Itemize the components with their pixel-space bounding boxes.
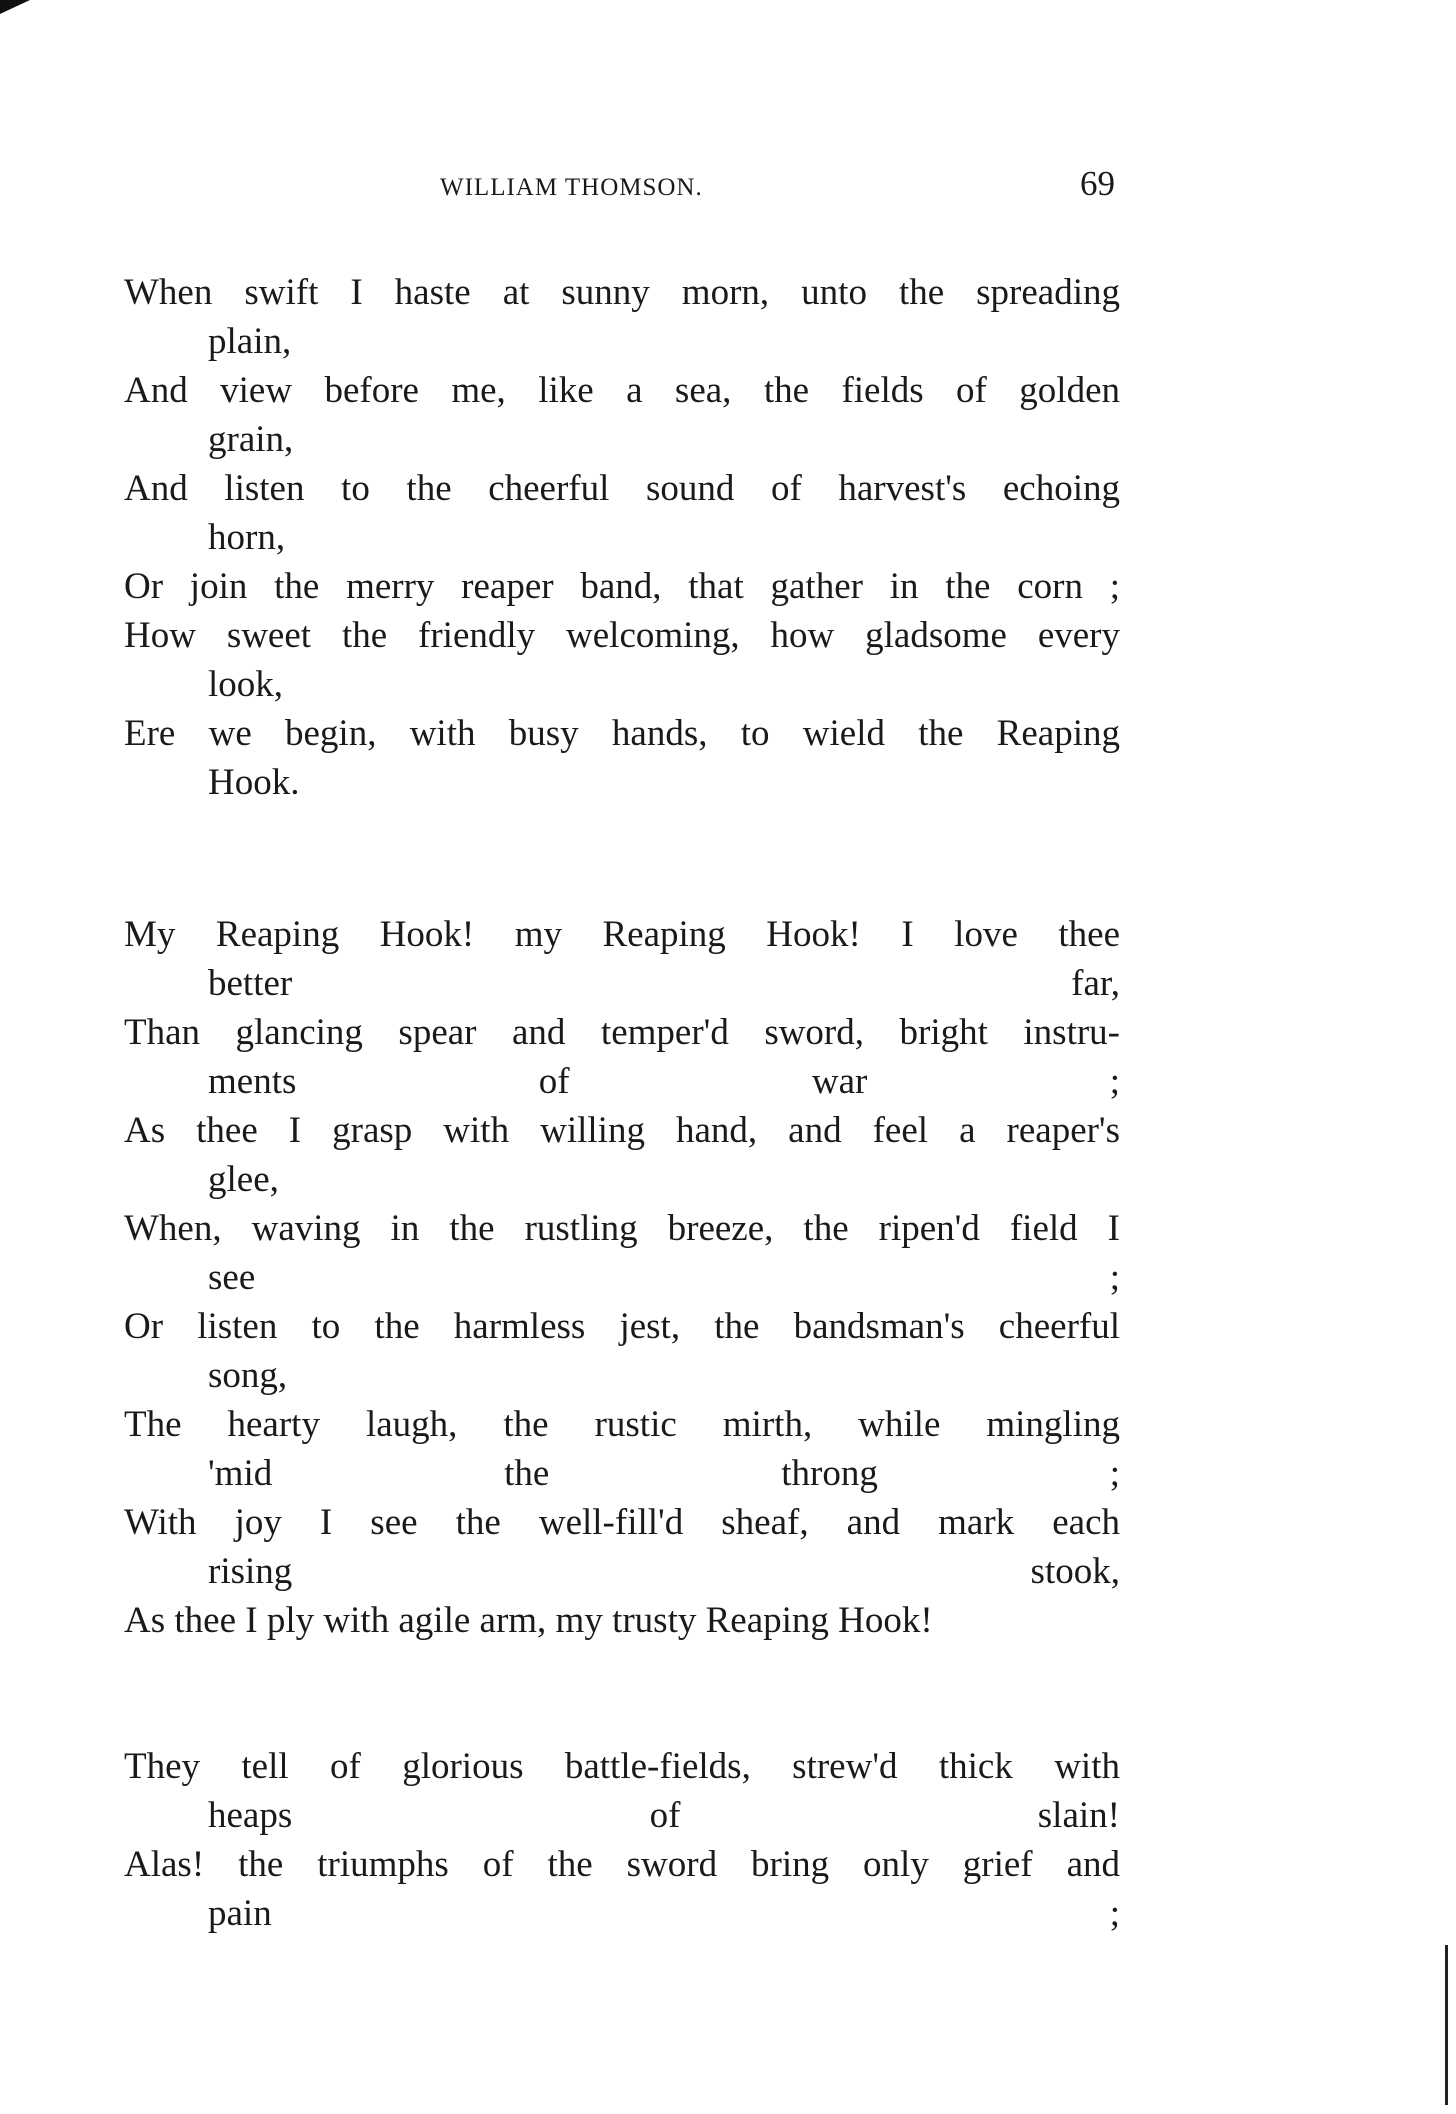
verse-line: As thee I ply with agile arm, my trusty Reaping Hook!	[124, 1600, 933, 1641]
verse-line: As thee I grasp with willing hand, and feel a reaper's	[124, 1110, 1120, 1151]
running-head: WILLIAM THOMSON.	[440, 174, 703, 201]
verse-continuation: rising stook,	[208, 1551, 1120, 1592]
verse-continuation: pain ;	[208, 1893, 1120, 1934]
verse-continuation: ments of war ;	[208, 1061, 1120, 1102]
stanza-2	[124, 910, 1120, 1645]
stanza-3	[124, 1742, 1120, 1938]
verse-line: And view before me, like a sea, the fields of golden	[124, 370, 1120, 411]
verse-line: They tell of glorious battle-fields, strew'd thick with	[124, 1746, 1120, 1787]
verse-line: Ere we begin, with busy hands, to wield the Reaping	[124, 713, 1120, 754]
verse-continuation: look,	[208, 664, 284, 705]
verse-continuation: better far,	[208, 963, 1120, 1004]
verse-line: My Reaping Hook! my Reaping Hook! I love thee	[124, 914, 1120, 955]
verse-continuation: see ;	[208, 1257, 1120, 1298]
verse-continuation: Hook.	[208, 762, 300, 803]
verse-line: With joy I see the well-fill'd sheaf, and mark each	[124, 1502, 1120, 1543]
verse-line: Alas! the triumphs of the sword bring only grief and	[124, 1844, 1120, 1885]
verse-line: Or listen to the harmless jest, the bandsman's cheerful	[124, 1306, 1120, 1347]
verse-line: Than glancing spear and temper'd sword, bright instru-	[124, 1012, 1120, 1053]
verse-line: When, waving in the rustling breeze, the ripen'd field I	[124, 1208, 1120, 1249]
verse-line: The hearty laugh, the rustic mirth, while mingling	[124, 1404, 1120, 1445]
verse-continuation: 'mid the throng ;	[208, 1453, 1120, 1494]
page-edge-mark	[1445, 1945, 1448, 2105]
verse-continuation: grain,	[208, 419, 294, 460]
verse-continuation: horn,	[208, 517, 286, 558]
verse-line: When swift I haste at sunny morn, unto the spreading	[124, 272, 1120, 313]
verse-continuation: plain,	[208, 321, 292, 362]
verse-line: Or join the merry reaper band, that gather in the corn ;	[124, 566, 1120, 607]
verse-line: How sweet the friendly welcoming, how gladsome every	[124, 615, 1120, 656]
verse-continuation: song,	[208, 1355, 288, 1396]
verse-continuation: heaps of slain!	[208, 1795, 1120, 1836]
verse-continuation: glee,	[208, 1159, 279, 1200]
page-number: 69	[1080, 164, 1115, 203]
verse-line: And listen to the cheerful sound of harvest's echoing	[124, 468, 1120, 509]
page-corner-mark	[0, 0, 30, 14]
stanza-1	[124, 268, 1120, 807]
